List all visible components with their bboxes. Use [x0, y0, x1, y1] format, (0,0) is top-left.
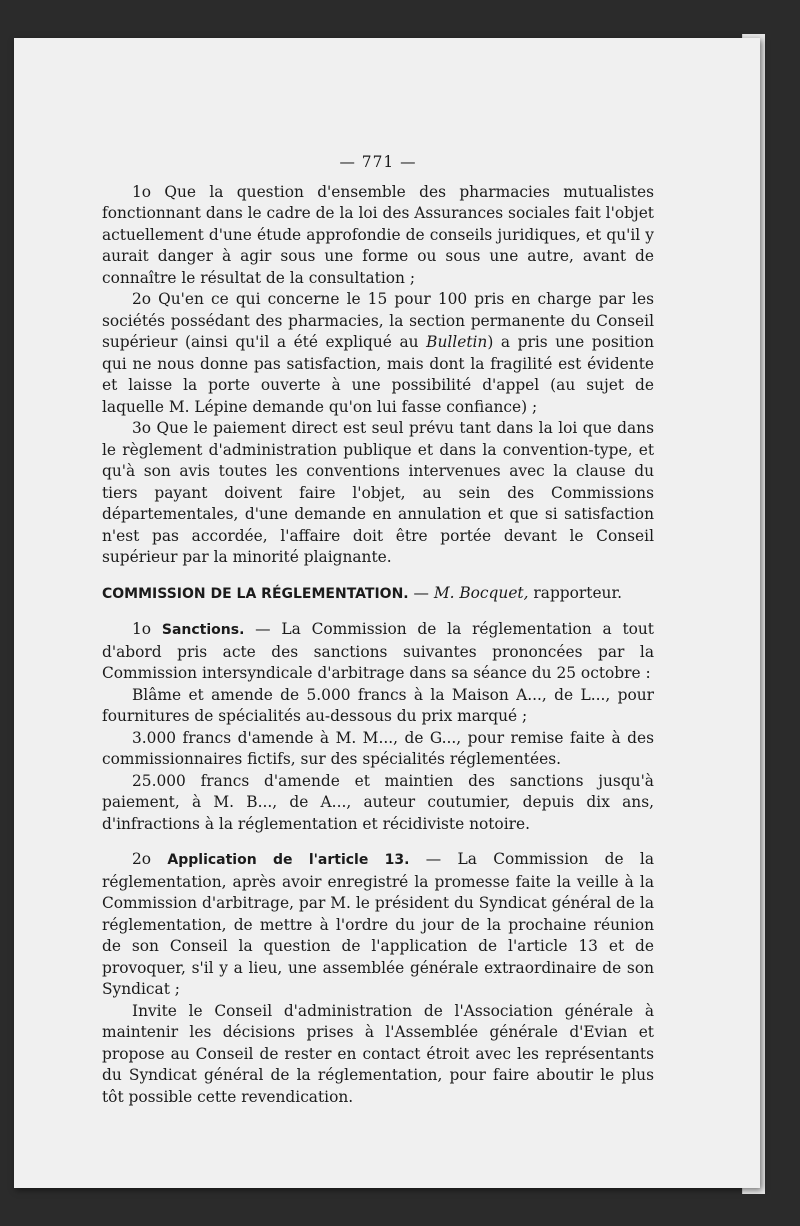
paragraph-3: 3o Que le paiement direct est seul prévu tant dans la loi que dans le règlement d'administration publique et dans la convention-type, et qu'à son avis toutes les conventions intervenues avec la clause du tiers payant doivent faire l'objet, au sein des Commissions départementales, d'une demande en annulation et que si satisfaction n'est pas accordée, l'affaire doit être portée devant le Conseil supérieur par la minorité plaignante. [102, 419, 654, 566]
bulletin-reference: Bulletin [426, 333, 488, 351]
article13-text: — La Commission de la réglementation, après avoir enregistré la promesse faite la veille à la Commission d'arbitrage, par M. le président du Syndicat général de la réglementation, de mettre à l'ordre du jour de la prochaine réunion de son Conseil la question de l'application de l'article 13 et de provoquer, s'il y a lieu, une assemblée générale extraordinaire de son Syndicat ; [102, 850, 655, 998]
commission-title: COMMISSION DE LA RÉGLEMENTATION. [102, 585, 409, 602]
rapporteur-label: rapporteur. [528, 583, 623, 602]
article13-title: Application de l'article 13. [167, 852, 410, 868]
article13-number: 2o [132, 850, 168, 868]
sanction-item-2: 3.000 francs d'amende à M. M..., de G..., pour remise faite à des commissionnaires fictifs, sur des spécialités réglementées. [102, 728, 654, 768]
invite-paragraph: Invite le Conseil d'administration de l'Association générale à maintenir les décisions prises à l'Assemblée générale d'Evian et propose au Conseil de rester en contact étroit avec les représentants du Syndicat général de la réglementation, pour faire aboutir le plus tôt possible cette revendication. [102, 1001, 654, 1106]
paragraph-2-end: ) a pris une position qui ne nous donne pas satisfaction, mais dont la fragilité est évidente et laisse la porte ouverte à une possibilité d'appel (au sujet de laquelle M. Lépine demande qu'on lui fasse confiance) ; [102, 333, 655, 416]
sanction-item-3: 25.000 francs d'amende et maintien des sanctions jusqu'à paiement, à M. B..., de A..., auteur coutumier, depuis dix ans, d'infractions à la réglementation et récidiviste notoire. [102, 771, 654, 833]
document-page [14, 38, 760, 1188]
spacer [102, 569, 654, 583]
spacer [102, 835, 654, 849]
sanctions-number: 1o [132, 620, 162, 638]
spacer [102, 605, 654, 619]
sanctions-title: Sanctions. [161, 622, 245, 638]
commission-heading [102, 583, 654, 606]
paragraph-2-start: 2o Qu'en ce qui concerne le 15 pour 100 pris en charge par les sociétés possédant des pharmacies, la section permanente du Conseil supérieur (ainsi qu'il a été expliqué au [102, 290, 654, 351]
paragraph-1: 1o Que la question d'ensemble des pharmacies mutualistes fonctionnant dans le cadre de la loi des Assurances sociales fait l'objet actuellement d'une étude approfondie de conseils juridiques, et qu'il y aurait danger à agir sous une forme ou sous une autre, avant de connaître le résultat de la consultation ; [102, 182, 654, 287]
paragraph-2 [102, 289, 654, 418]
page-number: — 771 — [339, 153, 417, 171]
text-body [102, 152, 654, 1108]
rapporteur-name: M. Bocquet, [433, 583, 529, 602]
commission-dash: — [408, 583, 434, 602]
sanction-item-1: Blâme et amende de 5.000 francs à la Maison A..., de L..., pour fournitures de spécialités au-dessous du prix marqué ; [102, 685, 654, 725]
article13-paragraph [102, 849, 654, 1001]
sanctions-text: — La Commission de la réglementation a tout d'abord pris acte des sanctions suivantes prononcées par la Commission intersyndicale d'arbitrage dans sa séance du 25 octobre : [102, 620, 654, 682]
sanctions-paragraph [102, 619, 654, 685]
